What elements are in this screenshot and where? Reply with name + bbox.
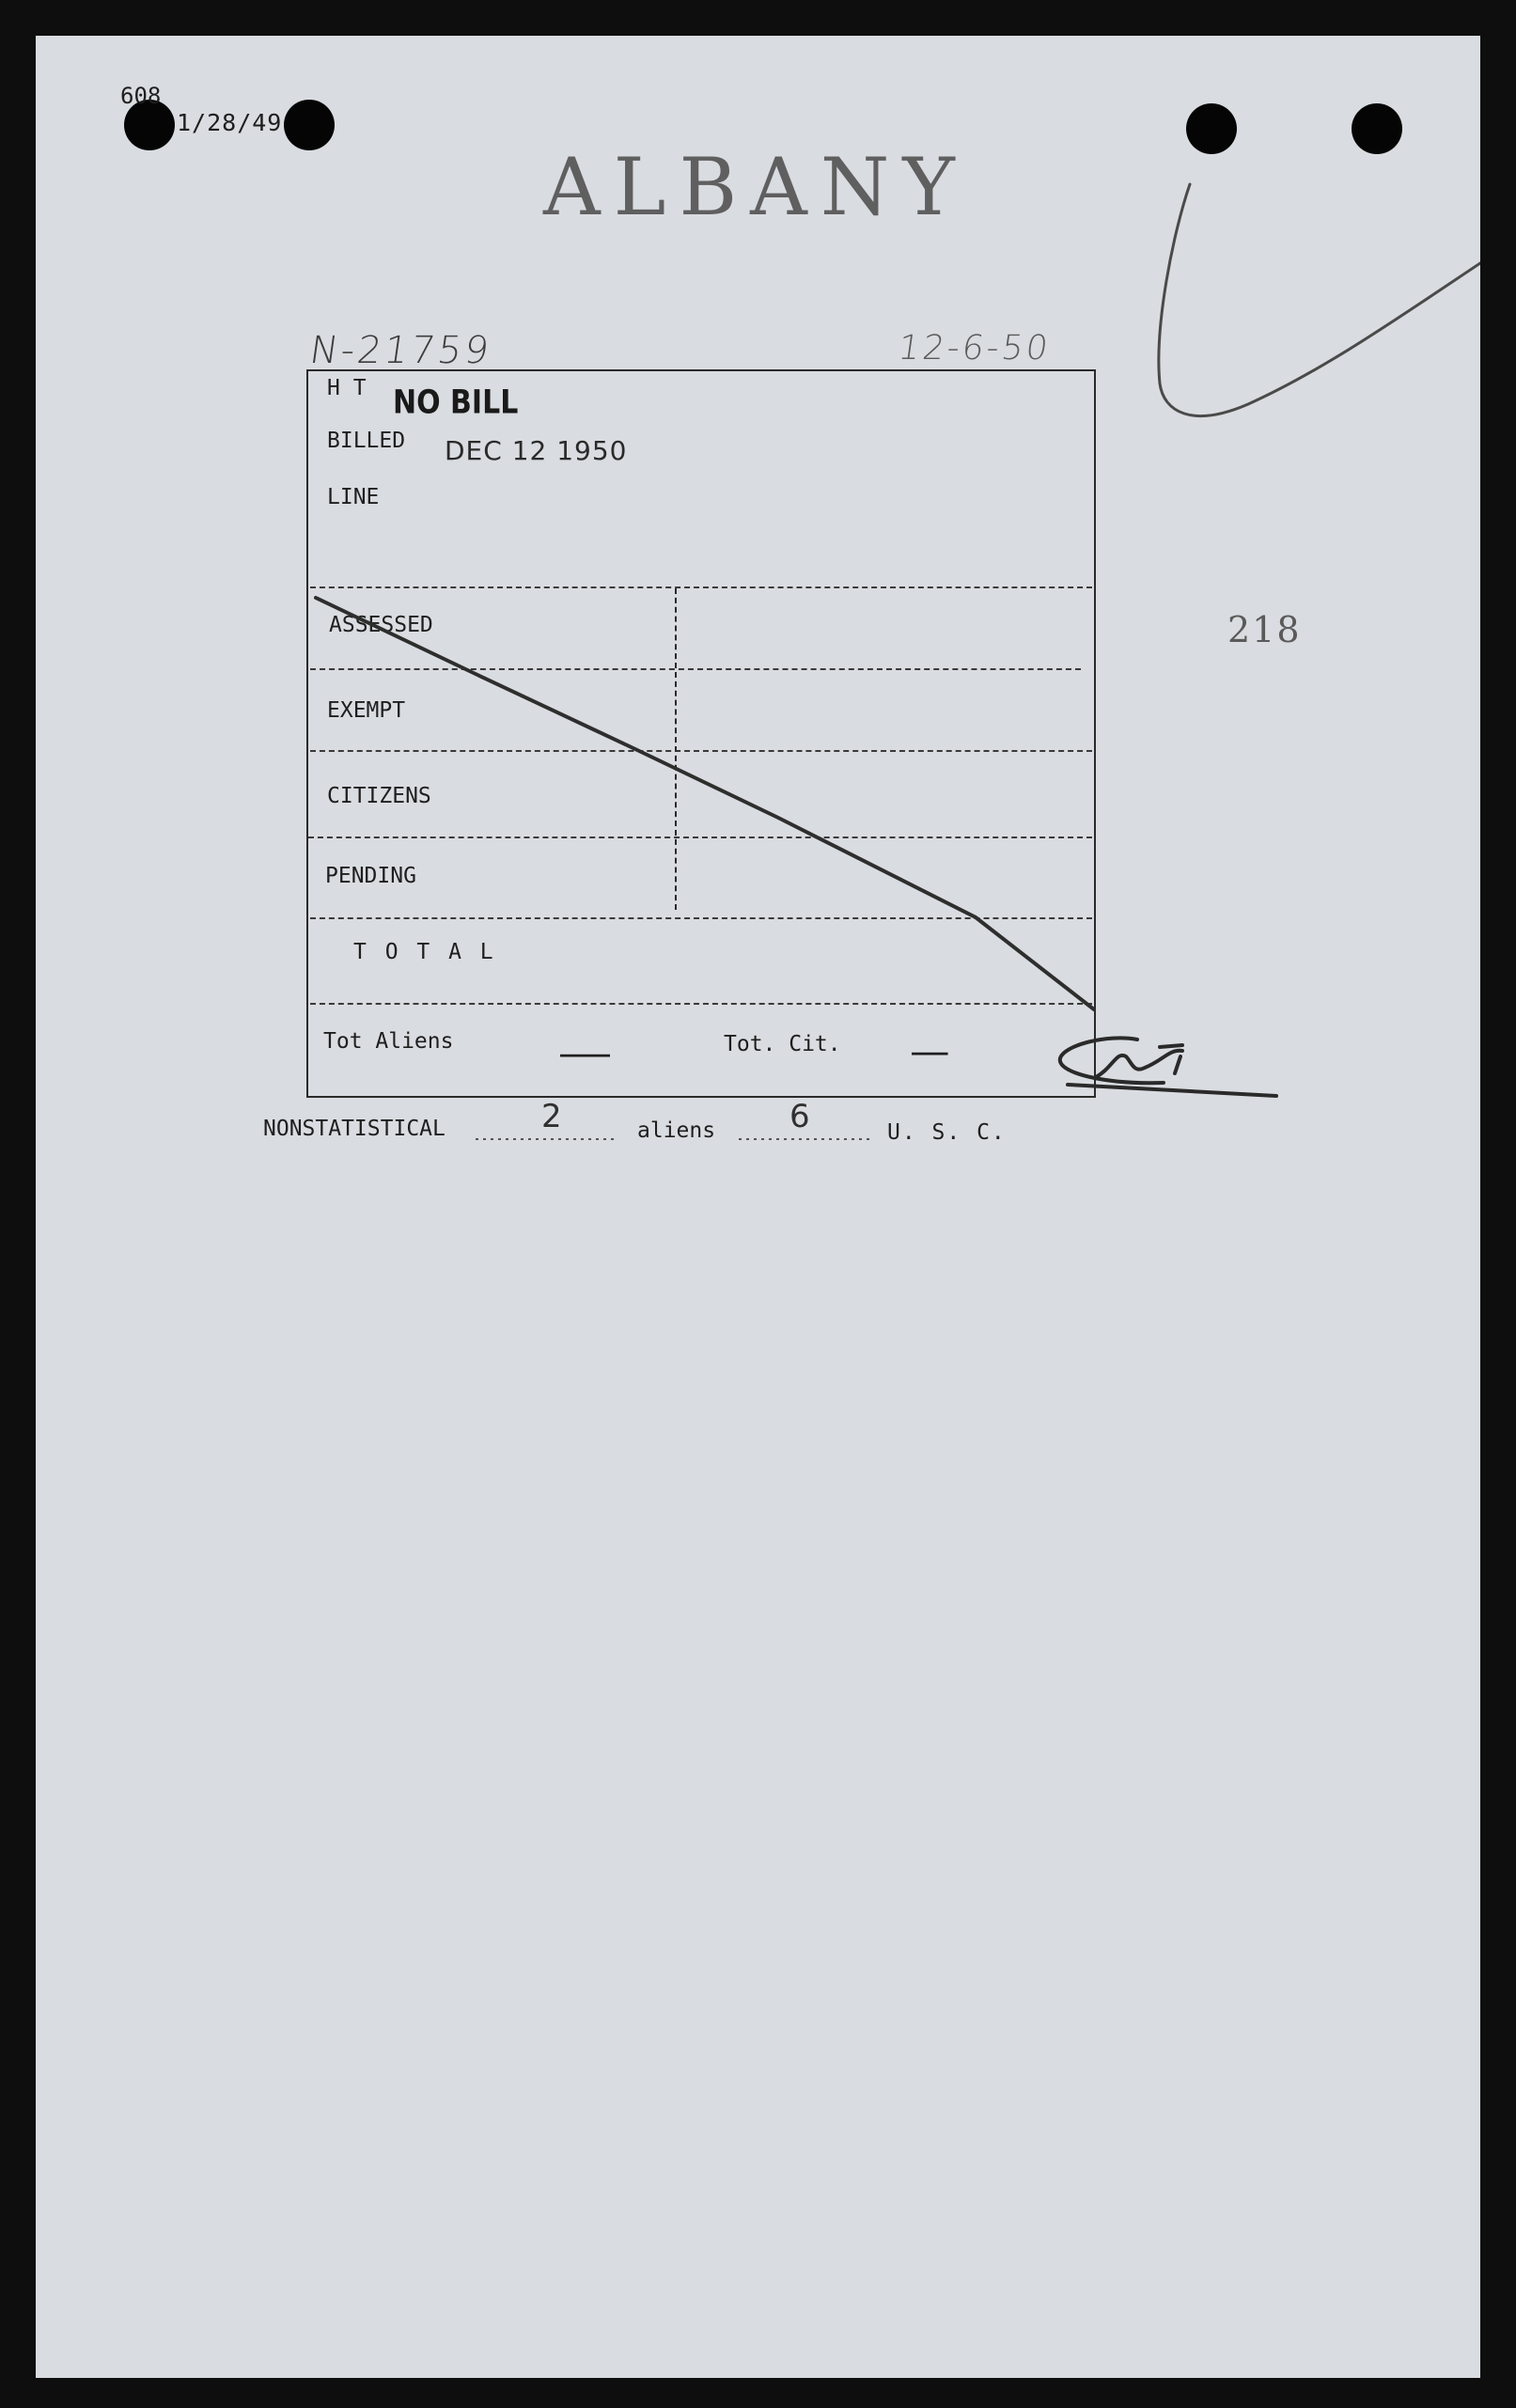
pen-marks-overlay xyxy=(36,36,1480,2378)
nonstatistical-usc-count: 6 xyxy=(789,1098,810,1135)
nonstatistical-usc-label: U. S. C. xyxy=(887,1120,1007,1145)
tot-cit-value: — xyxy=(912,1030,948,1073)
document-page xyxy=(36,36,1480,2378)
page-number: 218 xyxy=(1227,609,1302,650)
ht-label: H T xyxy=(327,376,367,400)
tot-cit-label: Tot. Cit. xyxy=(724,1032,841,1056)
row-label-exempt: EXEMPT xyxy=(327,698,406,723)
district-stamp: ALBANY xyxy=(543,141,968,233)
initials xyxy=(1154,1062,1164,1063)
billed-date-stamp: DEC 12 1950 xyxy=(445,435,628,466)
total-label: T O T A L xyxy=(353,940,496,964)
billed-label: BILLED xyxy=(327,429,406,453)
cancel-line xyxy=(316,598,1094,1009)
form-number: 608 xyxy=(120,83,162,109)
line-label: LINE xyxy=(327,485,380,509)
tot-aliens-value: — xyxy=(560,1032,611,1075)
nonstatistical-label: NONSTATISTICAL xyxy=(263,1117,445,1141)
handwritten-date: 12-6-50 xyxy=(896,329,1054,367)
no-bill-stamp: NO BILL xyxy=(393,383,519,422)
row-label-pending: PENDING xyxy=(325,864,416,888)
nonstatistical-aliens-label: aliens xyxy=(637,1118,716,1143)
tot-aliens-label: Tot Aliens xyxy=(323,1029,454,1054)
check-mark xyxy=(1159,184,1480,416)
case-number: N-21759 xyxy=(306,329,494,372)
form-date: 1/28/49 xyxy=(177,109,283,136)
initials-scribble xyxy=(1060,1038,1276,1096)
row-label-citizens: CITIZENS xyxy=(327,784,431,808)
nonstatistical-aliens-count: 2 xyxy=(541,1098,562,1135)
row-label-assessed: ASSESSED xyxy=(329,613,433,637)
